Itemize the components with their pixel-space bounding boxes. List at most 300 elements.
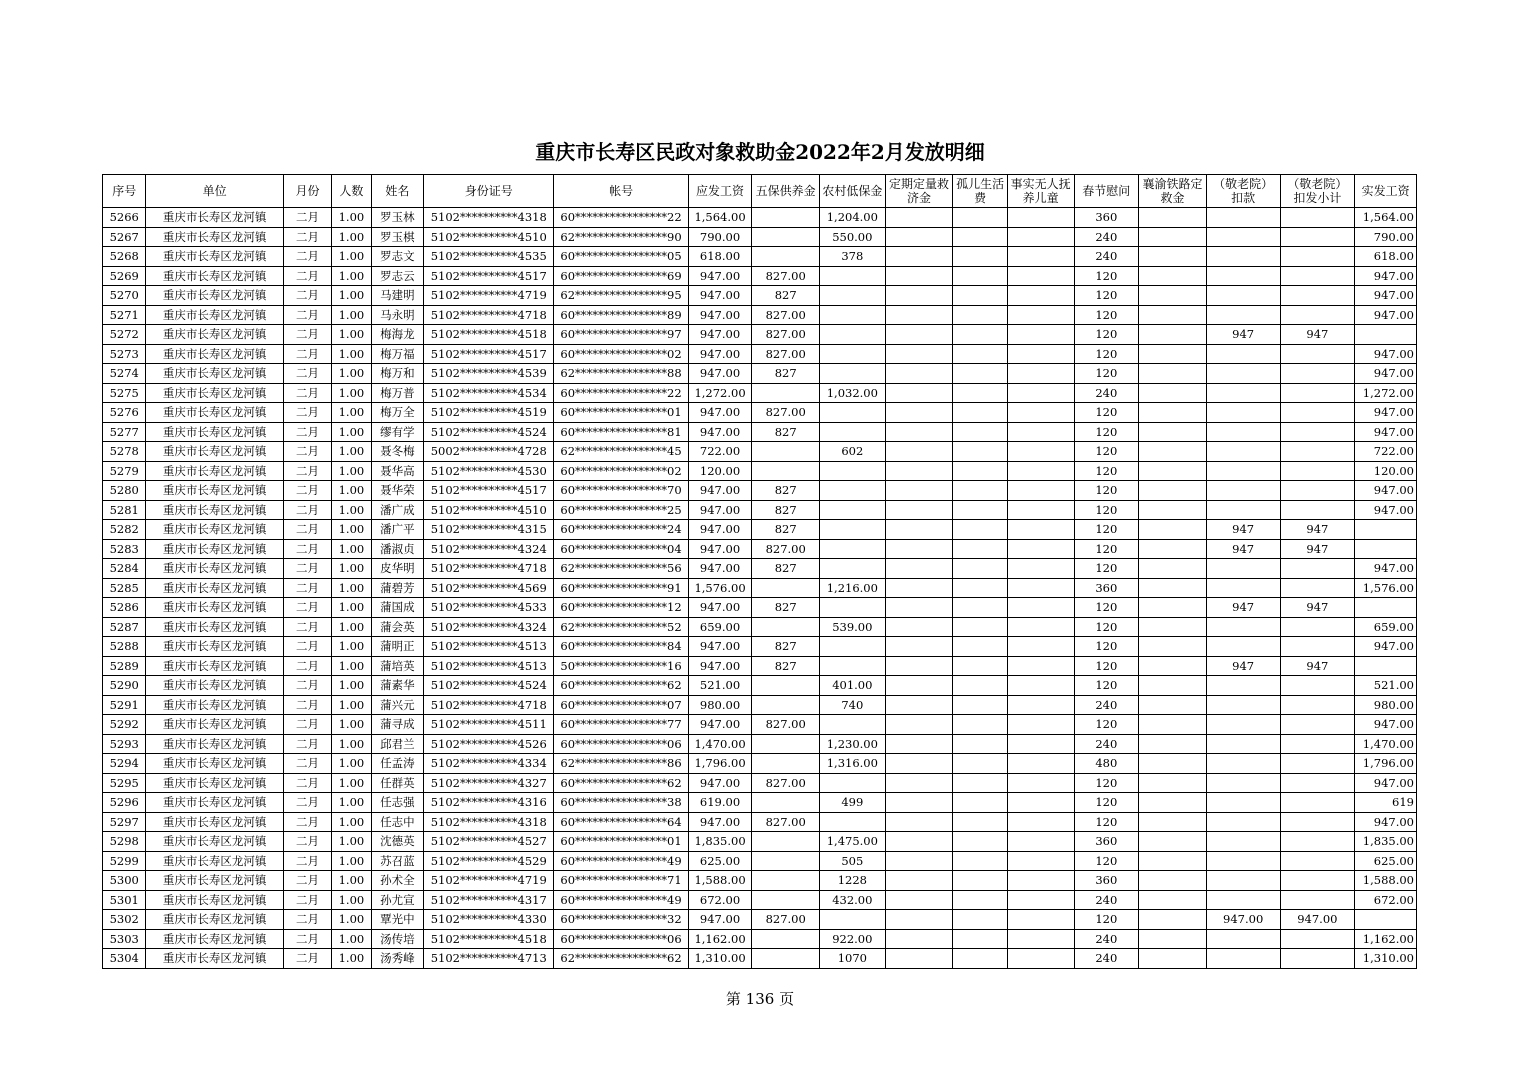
cell-col-account: 60****************05 [554, 247, 688, 267]
cell-col-gross-pay: 980.00 [688, 695, 752, 715]
cell-col-spring-festival: 120 [1074, 656, 1139, 676]
cell-col-nursing-deduction [1206, 422, 1280, 442]
cell-col-xiangyu-railway [1139, 910, 1207, 930]
cell-col-relief [885, 305, 953, 325]
cell-col-unsupported-child [1007, 266, 1074, 286]
cell-col-id-number: 5102**********4327 [424, 773, 554, 793]
cell-col-net-pay: 1,588.00 [1355, 871, 1417, 891]
cell-col-net-pay [1355, 910, 1417, 930]
cell-col-orphan [953, 305, 1008, 325]
cell-col-relief [885, 266, 953, 286]
cell-col-gross-pay: 619.00 [688, 793, 752, 813]
cell-col-unsupported-child [1007, 344, 1074, 364]
cell-col-wubao [752, 890, 820, 910]
cell-col-unsupported-child [1007, 793, 1074, 813]
table-row [103, 344, 1417, 364]
cell-col-unit: 重庆市长寿区龙河镇 [146, 929, 283, 949]
cell-col-unit: 重庆市长寿区龙河镇 [146, 539, 283, 559]
cell-col-gross-pay: 947.00 [688, 286, 752, 306]
cell-col-count: 1.00 [332, 793, 371, 813]
cell-col-count: 1.00 [332, 851, 371, 871]
cell-col-name: 蒲兴元 [371, 695, 424, 715]
cell-col-nursing-deduction-subtotal: 947 [1280, 325, 1355, 345]
cell-col-nursing-deduction [1206, 227, 1280, 247]
cell-col-dibao [820, 481, 886, 501]
cell-col-gross-pay: 947.00 [688, 500, 752, 520]
cell-col-xiangyu-railway [1139, 266, 1207, 286]
header-col-gross-pay: 应发工资 [688, 175, 752, 208]
cell-col-nursing-deduction-subtotal [1280, 344, 1355, 364]
cell-col-net-pay: 947.00 [1355, 344, 1417, 364]
cell-col-seq: 5288 [103, 637, 146, 657]
cell-col-relief [885, 715, 953, 735]
cell-col-seq: 5284 [103, 559, 146, 579]
cell-col-id-number: 5102**********4517 [424, 344, 554, 364]
cell-col-seq: 5289 [103, 656, 146, 676]
cell-col-orphan [953, 442, 1008, 462]
cell-col-nursing-deduction [1206, 929, 1280, 949]
cell-col-nursing-deduction-subtotal [1280, 676, 1355, 696]
cell-col-id-number: 5102**********4324 [424, 539, 554, 559]
cell-col-nursing-deduction: 947 [1206, 539, 1280, 559]
cell-col-unsupported-child [1007, 227, 1074, 247]
cell-col-orphan [953, 578, 1008, 598]
cell-col-seq: 5270 [103, 286, 146, 306]
page-title: 重庆市长寿区民政对象救助金2022年2月发放明细 [535, 140, 985, 164]
table-row [103, 695, 1417, 715]
cell-col-unit: 重庆市长寿区龙河镇 [146, 559, 283, 579]
cell-col-nursing-deduction [1206, 637, 1280, 657]
cell-col-dibao: 1,204.00 [820, 208, 886, 228]
table-row [103, 286, 1417, 306]
cell-col-wubao: 827.00 [752, 266, 820, 286]
cell-col-seq: 5267 [103, 227, 146, 247]
cell-col-account: 62****************62 [554, 949, 688, 969]
cell-col-nursing-deduction-subtotal [1280, 442, 1355, 462]
cell-col-count: 1.00 [332, 325, 371, 345]
cell-col-relief [885, 598, 953, 618]
cell-col-spring-festival: 120 [1074, 617, 1139, 637]
cell-col-nursing-deduction: 947 [1206, 656, 1280, 676]
cell-col-orphan [953, 286, 1008, 306]
cell-col-xiangyu-railway [1139, 286, 1207, 306]
cell-col-nursing-deduction: 947 [1206, 520, 1280, 540]
cell-col-spring-festival: 120 [1074, 637, 1139, 657]
cell-col-count: 1.00 [332, 832, 371, 852]
cell-col-name: 梅万和 [371, 364, 424, 384]
cell-col-name: 潘淑贞 [371, 539, 424, 559]
cell-col-spring-festival: 120 [1074, 715, 1139, 735]
cell-col-seq: 5299 [103, 851, 146, 871]
cell-col-xiangyu-railway [1139, 773, 1207, 793]
cell-col-relief [885, 500, 953, 520]
cell-col-nursing-deduction [1206, 208, 1280, 228]
cell-col-orphan [953, 734, 1008, 754]
table-header-row [103, 175, 1417, 208]
cell-col-seq: 5269 [103, 266, 146, 286]
cell-col-name: 覃光中 [371, 910, 424, 930]
cell-col-spring-festival: 120 [1074, 793, 1139, 813]
cell-col-wubao [752, 929, 820, 949]
cell-col-nursing-deduction-subtotal [1280, 929, 1355, 949]
cell-col-dibao: 740 [820, 695, 886, 715]
cell-col-spring-festival: 360 [1074, 208, 1139, 228]
cell-col-seq: 5274 [103, 364, 146, 384]
cell-col-name: 罗志文 [371, 247, 424, 267]
cell-col-unsupported-child [1007, 851, 1074, 871]
cell-col-month: 二月 [283, 286, 331, 306]
cell-col-relief [885, 422, 953, 442]
cell-col-count: 1.00 [332, 442, 371, 462]
cell-col-nursing-deduction [1206, 812, 1280, 832]
cell-col-relief [885, 949, 953, 969]
cell-col-gross-pay: 947.00 [688, 637, 752, 657]
cell-col-id-number: 5102**********4324 [424, 617, 554, 637]
cell-col-account: 60****************38 [554, 793, 688, 813]
cell-col-seq: 5278 [103, 442, 146, 462]
cell-col-month: 二月 [283, 832, 331, 852]
cell-col-orphan [953, 695, 1008, 715]
cell-col-nursing-deduction [1206, 773, 1280, 793]
cell-col-account: 60****************01 [554, 832, 688, 852]
cell-col-net-pay: 120.00 [1355, 461, 1417, 481]
cell-col-month: 二月 [283, 208, 331, 228]
cell-col-nursing-deduction [1206, 383, 1280, 403]
cell-col-spring-festival: 120 [1074, 344, 1139, 364]
cell-col-nursing-deduction-subtotal [1280, 364, 1355, 384]
cell-col-account: 62****************88 [554, 364, 688, 384]
cell-col-net-pay: 521.00 [1355, 676, 1417, 696]
cell-col-nursing-deduction-subtotal: 947.00 [1280, 910, 1355, 930]
cell-col-gross-pay: 1,588.00 [688, 871, 752, 891]
cell-col-dibao [820, 286, 886, 306]
header-col-wubao: 五保供养金 [752, 175, 820, 208]
cell-col-wubao [752, 383, 820, 403]
cell-col-net-pay: 672.00 [1355, 890, 1417, 910]
cell-col-nursing-deduction-subtotal [1280, 247, 1355, 267]
cell-col-id-number: 5102**********4526 [424, 734, 554, 754]
cell-col-net-pay [1355, 539, 1417, 559]
cell-col-unit: 重庆市长寿区龙河镇 [146, 910, 283, 930]
cell-col-nursing-deduction [1206, 559, 1280, 579]
cell-col-nursing-deduction [1206, 871, 1280, 891]
cell-col-count: 1.00 [332, 734, 371, 754]
cell-col-orphan [953, 461, 1008, 481]
cell-col-gross-pay: 947.00 [688, 344, 752, 364]
cell-col-net-pay [1355, 656, 1417, 676]
cell-col-month: 二月 [283, 422, 331, 442]
cell-col-xiangyu-railway [1139, 637, 1207, 657]
table-row [103, 715, 1417, 735]
cell-col-id-number: 5102**********4510 [424, 500, 554, 520]
cell-col-gross-pay: 947.00 [688, 325, 752, 345]
cell-col-unit: 重庆市长寿区龙河镇 [146, 637, 283, 657]
cell-col-relief [885, 403, 953, 423]
cell-col-seq: 5271 [103, 305, 146, 325]
cell-col-xiangyu-railway [1139, 500, 1207, 520]
cell-col-nursing-deduction-subtotal: 947 [1280, 520, 1355, 540]
cell-col-unsupported-child [1007, 754, 1074, 774]
cell-col-unsupported-child [1007, 890, 1074, 910]
cell-col-account: 60****************22 [554, 208, 688, 228]
cell-col-unit: 重庆市长寿区龙河镇 [146, 773, 283, 793]
cell-col-nursing-deduction-subtotal [1280, 715, 1355, 735]
cell-col-seq: 5287 [103, 617, 146, 637]
cell-col-spring-festival: 120 [1074, 325, 1139, 345]
header-col-unsupported-child: 事实无人抚养儿童 [1007, 175, 1074, 208]
cell-col-name: 聂冬梅 [371, 442, 424, 462]
cell-col-dibao [820, 812, 886, 832]
cell-col-count: 1.00 [332, 383, 371, 403]
cell-col-dibao [820, 559, 886, 579]
cell-col-account: 62****************95 [554, 286, 688, 306]
cell-col-orphan [953, 208, 1008, 228]
cell-col-dibao [820, 500, 886, 520]
cell-col-seq: 5296 [103, 793, 146, 813]
cell-col-name: 马建明 [371, 286, 424, 306]
cell-col-xiangyu-railway [1139, 422, 1207, 442]
cell-col-gross-pay: 947.00 [688, 812, 752, 832]
cell-col-dibao: 539.00 [820, 617, 886, 637]
cell-col-id-number: 5102**********4318 [424, 208, 554, 228]
cell-col-wubao [752, 793, 820, 813]
cell-col-account: 60****************70 [554, 481, 688, 501]
header-col-id-number: 身份证号 [424, 175, 554, 208]
cell-col-nursing-deduction-subtotal [1280, 949, 1355, 969]
cell-col-nursing-deduction [1206, 481, 1280, 501]
cell-col-unit: 重庆市长寿区龙河镇 [146, 403, 283, 423]
cell-col-nursing-deduction-subtotal [1280, 832, 1355, 852]
cell-col-xiangyu-railway [1139, 344, 1207, 364]
cell-col-gross-pay: 1,835.00 [688, 832, 752, 852]
table-row [103, 754, 1417, 774]
cell-col-unsupported-child [1007, 715, 1074, 735]
cell-col-nursing-deduction [1206, 793, 1280, 813]
cell-col-month: 二月 [283, 773, 331, 793]
cell-col-seq: 5292 [103, 715, 146, 735]
cell-col-unit: 重庆市长寿区龙河镇 [146, 461, 283, 481]
cell-col-count: 1.00 [332, 676, 371, 696]
cell-col-unit: 重庆市长寿区龙河镇 [146, 754, 283, 774]
cell-col-seq: 5303 [103, 929, 146, 949]
cell-col-dibao [820, 461, 886, 481]
header-col-nursing-deduction-subtotal: （敬老院）扣发小计 [1280, 175, 1355, 208]
table-row [103, 656, 1417, 676]
table-row [103, 578, 1417, 598]
cell-col-seq: 5285 [103, 578, 146, 598]
cell-col-account: 62****************56 [554, 559, 688, 579]
cell-col-account: 60****************49 [554, 890, 688, 910]
cell-col-unsupported-child [1007, 481, 1074, 501]
cell-col-name: 汤传培 [371, 929, 424, 949]
cell-col-orphan [953, 364, 1008, 384]
cell-col-relief [885, 364, 953, 384]
cell-col-orphan [953, 247, 1008, 267]
table-row [103, 929, 1417, 949]
cell-col-unit: 重庆市长寿区龙河镇 [146, 325, 283, 345]
cell-col-account: 60****************62 [554, 773, 688, 793]
cell-col-month: 二月 [283, 325, 331, 345]
table-row [103, 890, 1417, 910]
cell-col-month: 二月 [283, 383, 331, 403]
cell-col-dibao [820, 364, 886, 384]
cell-col-unsupported-child [1007, 617, 1074, 637]
cell-col-seq: 5290 [103, 676, 146, 696]
cell-col-wubao: 827 [752, 559, 820, 579]
table-row [103, 637, 1417, 657]
cell-col-account: 60****************71 [554, 871, 688, 891]
cell-col-wubao [752, 461, 820, 481]
cell-col-account: 60****************02 [554, 344, 688, 364]
table-row [103, 403, 1417, 423]
cell-col-relief [885, 871, 953, 891]
cell-col-account: 60****************62 [554, 676, 688, 696]
header-col-xiangyu-railway: 襄渝铁路定救金 [1139, 175, 1207, 208]
cell-col-nursing-deduction [1206, 715, 1280, 735]
cell-col-xiangyu-railway [1139, 559, 1207, 579]
cell-col-dibao: 1,316.00 [820, 754, 886, 774]
cell-col-net-pay: 947.00 [1355, 773, 1417, 793]
cell-col-name: 蒲国成 [371, 598, 424, 618]
cell-col-gross-pay: 722.00 [688, 442, 752, 462]
cell-col-account: 60****************69 [554, 266, 688, 286]
cell-col-spring-festival: 120 [1074, 539, 1139, 559]
cell-col-count: 1.00 [332, 305, 371, 325]
cell-col-net-pay: 625.00 [1355, 851, 1417, 871]
cell-col-gross-pay: 947.00 [688, 481, 752, 501]
cell-col-month: 二月 [283, 539, 331, 559]
cell-col-dibao [820, 520, 886, 540]
cell-col-orphan [953, 500, 1008, 520]
cell-col-dibao: 1,216.00 [820, 578, 886, 598]
cell-col-account: 60****************25 [554, 500, 688, 520]
cell-col-spring-festival: 120 [1074, 442, 1139, 462]
cell-col-nursing-deduction [1206, 832, 1280, 852]
cell-col-nursing-deduction-subtotal [1280, 617, 1355, 637]
cell-col-unsupported-child [1007, 500, 1074, 520]
cell-col-xiangyu-railway [1139, 227, 1207, 247]
cell-col-name: 任孟涛 [371, 754, 424, 774]
cell-col-spring-festival: 240 [1074, 890, 1139, 910]
cell-col-name: 皮华明 [371, 559, 424, 579]
cell-col-unsupported-child [1007, 598, 1074, 618]
cell-col-unsupported-child [1007, 734, 1074, 754]
cell-col-wubao [752, 247, 820, 267]
cell-col-name: 苏召蓝 [371, 851, 424, 871]
cell-col-relief [885, 929, 953, 949]
cell-col-month: 二月 [283, 871, 331, 891]
cell-col-gross-pay: 947.00 [688, 656, 752, 676]
cell-col-nursing-deduction-subtotal [1280, 500, 1355, 520]
cell-col-nursing-deduction [1206, 344, 1280, 364]
cell-col-nursing-deduction-subtotal [1280, 773, 1355, 793]
cell-col-orphan [953, 266, 1008, 286]
cell-col-unsupported-child [1007, 929, 1074, 949]
cell-col-relief [885, 227, 953, 247]
cell-col-count: 1.00 [332, 598, 371, 618]
cell-col-unit: 重庆市长寿区龙河镇 [146, 578, 283, 598]
cell-col-nursing-deduction [1206, 286, 1280, 306]
cell-col-seq: 5304 [103, 949, 146, 969]
cell-col-name: 梅万普 [371, 383, 424, 403]
cell-col-seq: 5277 [103, 422, 146, 442]
cell-col-month: 二月 [283, 520, 331, 540]
cell-col-net-pay: 947.00 [1355, 637, 1417, 657]
cell-col-relief [885, 520, 953, 540]
cell-col-seq: 5280 [103, 481, 146, 501]
cell-col-unsupported-child [1007, 832, 1074, 852]
cell-col-gross-pay: 120.00 [688, 461, 752, 481]
cell-col-relief [885, 676, 953, 696]
cell-col-unsupported-child [1007, 656, 1074, 676]
cell-col-wubao: 827 [752, 598, 820, 618]
cell-col-account: 60****************84 [554, 637, 688, 657]
cell-col-orphan [953, 227, 1008, 247]
cell-col-gross-pay: 947.00 [688, 559, 752, 579]
cell-col-gross-pay: 521.00 [688, 676, 752, 696]
cell-col-unit: 重庆市长寿区龙河镇 [146, 890, 283, 910]
cell-col-month: 二月 [283, 676, 331, 696]
cell-col-unit: 重庆市长寿区龙河镇 [146, 500, 283, 520]
cell-col-gross-pay: 947.00 [688, 539, 752, 559]
cell-col-gross-pay: 1,470.00 [688, 734, 752, 754]
cell-col-xiangyu-railway [1139, 715, 1207, 735]
cell-col-relief [885, 754, 953, 774]
cell-col-nursing-deduction: 947.00 [1206, 910, 1280, 930]
cell-col-unsupported-child [1007, 461, 1074, 481]
cell-col-net-pay: 722.00 [1355, 442, 1417, 462]
cell-col-relief [885, 461, 953, 481]
cell-col-gross-pay: 1,564.00 [688, 208, 752, 228]
cell-col-id-number: 5102**********4519 [424, 403, 554, 423]
cell-col-count: 1.00 [332, 344, 371, 364]
cell-col-name: 罗玉林 [371, 208, 424, 228]
cell-col-orphan [953, 793, 1008, 813]
cell-col-id-number: 5102**********4719 [424, 871, 554, 891]
cell-col-seq: 5294 [103, 754, 146, 774]
cell-col-gross-pay: 1,796.00 [688, 754, 752, 774]
cell-col-spring-festival: 120 [1074, 851, 1139, 871]
cell-col-nursing-deduction [1206, 695, 1280, 715]
header-col-unit: 单位 [146, 175, 283, 208]
cell-col-count: 1.00 [332, 910, 371, 930]
cell-col-spring-festival: 120 [1074, 305, 1139, 325]
cell-col-dibao [820, 773, 886, 793]
cell-col-id-number: 5102**********4524 [424, 676, 554, 696]
cell-col-unit: 重庆市长寿区龙河镇 [146, 442, 283, 462]
cell-col-unit: 重庆市长寿区龙河镇 [146, 812, 283, 832]
cell-col-dibao [820, 656, 886, 676]
cell-col-name: 汤秀峰 [371, 949, 424, 969]
cell-col-net-pay: 619 [1355, 793, 1417, 813]
cell-col-nursing-deduction-subtotal [1280, 637, 1355, 657]
cell-col-wubao: 827 [752, 520, 820, 540]
relief-payment-table [102, 174, 1417, 969]
cell-col-wubao: 827 [752, 656, 820, 676]
cell-col-month: 二月 [283, 656, 331, 676]
cell-col-unit: 重庆市长寿区龙河镇 [146, 208, 283, 228]
cell-col-nursing-deduction [1206, 734, 1280, 754]
cell-col-xiangyu-railway [1139, 734, 1207, 754]
cell-col-count: 1.00 [332, 247, 371, 267]
cell-col-unsupported-child [1007, 422, 1074, 442]
cell-col-month: 二月 [283, 695, 331, 715]
cell-col-spring-festival: 240 [1074, 227, 1139, 247]
cell-col-nursing-deduction-subtotal [1280, 559, 1355, 579]
cell-col-nursing-deduction [1206, 305, 1280, 325]
cell-col-wubao: 827.00 [752, 344, 820, 364]
table-row [103, 871, 1417, 891]
